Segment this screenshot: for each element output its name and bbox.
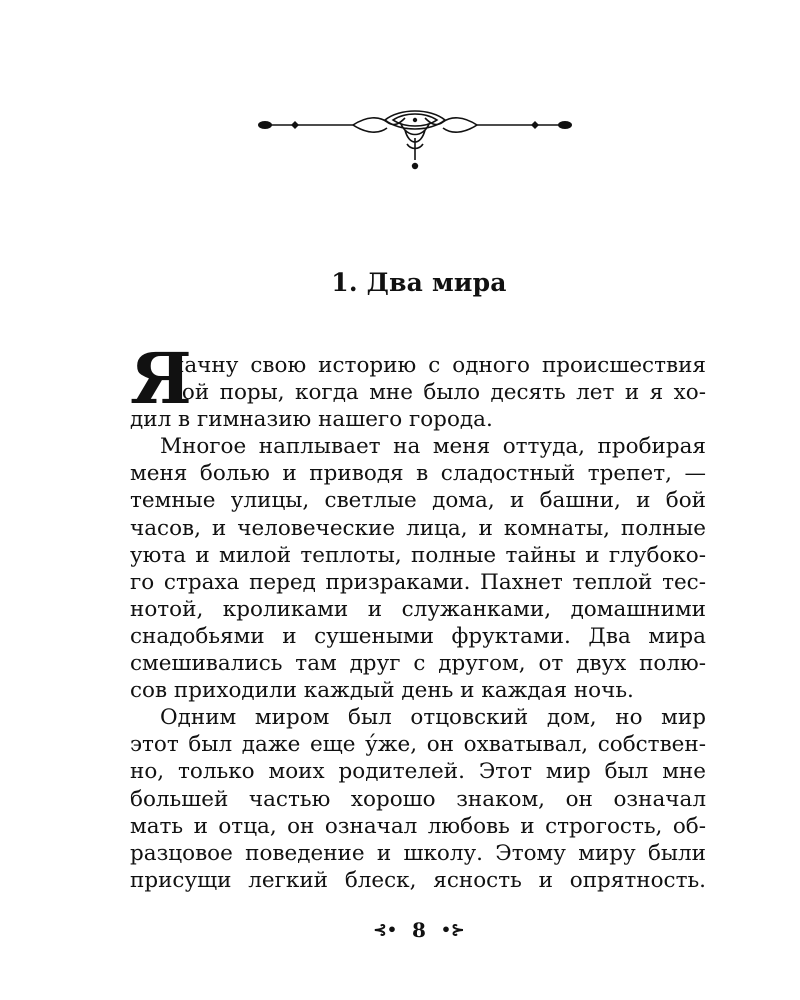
page-number: 8: [412, 917, 426, 942]
text-line: присущи легкий блеск, ясность и опрятность.: [130, 867, 706, 893]
footer-left-ornament-icon: ⊰•: [373, 920, 398, 939]
body-text: [130, 337, 706, 894]
paragraph-3: [130, 704, 706, 894]
paragraph-1: [130, 337, 706, 433]
text-line: го страха перед призраками. Пахнет теплой тес-: [130, 569, 706, 595]
drop-cap: Я: [130, 337, 192, 420]
text-line: той поры, когда мне было десять лет и я хо-: [170, 380, 706, 406]
text-line: меня болью и приводя в сладостный трепет, —: [130, 461, 706, 487]
text-line: нотой, кроликами и служанками, домашними: [130, 596, 706, 622]
footer-right-ornament-icon: •⊱: [440, 920, 465, 939]
text-line: снадобьями и сушеными фруктами. Два мира: [130, 623, 706, 649]
text-line: часов, и человеческие лица, и комнаты, полные: [130, 515, 706, 541]
text-line: большей частью хорошо знаком, он означал: [130, 786, 706, 812]
text-line: мать и отца, он означал любовь и строгость, об-: [130, 813, 706, 839]
text-line: Многое наплывает на меня оттуда, пробирая: [160, 434, 706, 460]
text-line: Одним миром был отцовский дом, но мир: [160, 705, 706, 731]
paragraph-2: [130, 433, 706, 704]
text-line: этот был даже еще у́же, он охватывал, собствен-: [130, 732, 706, 758]
text-line: но, только моих родителей. Этот мир был мне: [130, 759, 706, 785]
text-line: начну свою историю с одного происшествия: [170, 353, 706, 378]
text-line: смешивались там друг с другом, от двух полю-: [130, 651, 706, 677]
text-line: дил в гимназию нашего города.: [130, 407, 493, 433]
text-line: уюта и милой теплоты, полные тайны и глубоко-: [130, 542, 706, 568]
text-line: разцовое поведение и школу. Этому миру были: [130, 840, 706, 866]
page-footer: [0, 916, 800, 942]
flourish-ornament-icon: [255, 98, 575, 176]
text-line: сов приходили каждый день и каждая ночь.: [130, 678, 634, 704]
text-line: темные улицы, светлые дома, и башни, и бой: [130, 488, 706, 514]
chapter-title: 1. Два мира: [331, 268, 507, 297]
